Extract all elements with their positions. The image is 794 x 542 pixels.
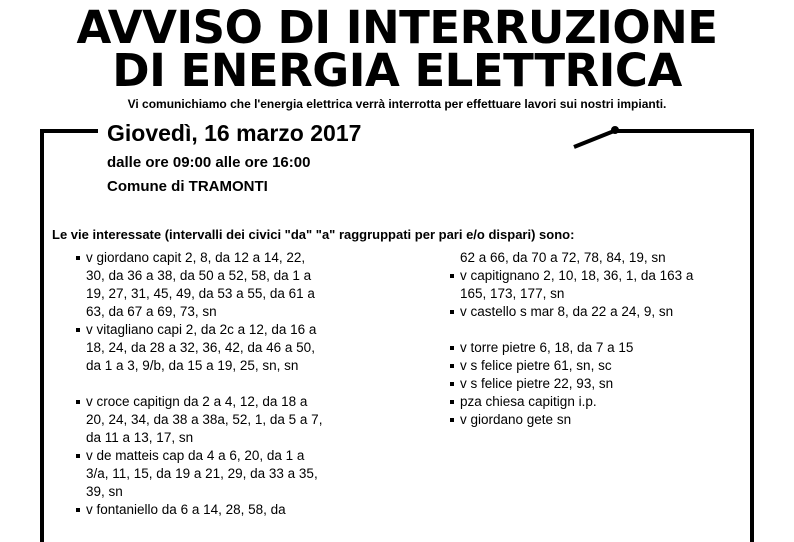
bullet-icon <box>450 400 454 404</box>
street-list-line: v capitignano 2, 10, 18, 36, 1, da 163 a <box>460 268 694 283</box>
bullet-icon <box>450 418 454 422</box>
street-list-line: v torre pietre 6, 18, da 7 a 15 <box>460 340 634 355</box>
street-list-line: 20, 24, 34, da 38 a 38a, 52, 1, da 5 a 7, <box>86 412 323 427</box>
outage-municipality: Comune di TRAMONTI <box>107 178 268 195</box>
street-list-item <box>76 501 376 519</box>
bullet-icon <box>450 310 454 314</box>
list-spacer <box>76 375 376 393</box>
street-list-line: 30, da 36 a 38, da 50 a 52, 58, da 1 a <box>86 268 312 283</box>
street-list-item <box>450 303 750 321</box>
needle-line <box>574 131 614 147</box>
bullet-icon <box>450 346 454 350</box>
street-list-line: pza chiesa capitign i.p. <box>460 394 597 409</box>
street-list-item <box>450 375 750 393</box>
notice-title-line-1: AVVISO DI INTERRUZIONE <box>76 1 718 54</box>
street-list-line: v giordano gete sn <box>460 412 572 427</box>
street-list-item <box>76 393 376 447</box>
street-list-line: v giordano capit 2, 8, da 12 a 14, 22, <box>86 250 306 265</box>
streets-column-right <box>450 249 750 429</box>
street-list-item <box>450 393 750 411</box>
street-list-line: 39, sn <box>86 484 123 499</box>
notice-title-line-2: DI ENERGIA ELETTRICA <box>112 44 682 97</box>
bullet-icon <box>76 454 80 458</box>
streets-column-left <box>76 249 376 519</box>
street-list-line: 165, 173, 177, sn <box>460 286 565 301</box>
list-spacer <box>450 321 750 339</box>
street-list-line: v croce capitign da 2 a 4, 12, da 18 a <box>86 394 308 409</box>
needle-knob <box>611 126 619 134</box>
bullet-icon <box>450 364 454 368</box>
street-list-line: da 11 a 13, 17, sn <box>86 430 194 445</box>
bullet-icon <box>76 400 80 404</box>
street-list-item <box>450 357 750 375</box>
street-list-line: v s felice pietre 61, sn, sc <box>460 358 612 373</box>
street-list-line: da 1 a 3, 9/b, da 15 a 19, 25, sn, sn <box>86 358 299 373</box>
street-list-line: 3/a, 11, 15, da 19 a 21, 29, da 33 a 35, <box>86 466 318 481</box>
street-list-item <box>450 339 750 357</box>
street-list-item <box>450 267 750 303</box>
street-list-line: v fontaniello da 6 a 14, 28, 58, da <box>86 502 286 517</box>
outage-date: Giovedì, 16 marzo 2017 <box>107 120 362 146</box>
street-list-line: v de matteis cap da 4 a 6, 20, da 1 a <box>86 448 305 463</box>
bullet-icon <box>76 256 80 260</box>
bullet-icon <box>76 328 80 332</box>
notice-subtitle: Vi comunichiamo che l'energia elettrica verrà interrotta per effettuare lavori sui nostri impianti. <box>127 97 667 111</box>
street-list-line: 63, da 67 a 69, 73, sn <box>86 304 217 319</box>
street-list-line: 18, 24, da 28 a 32, 36, 42, da 46 a 50, <box>86 340 315 355</box>
street-list-line: v castello s mar 8, da 22 a 24, 9, sn <box>460 304 674 319</box>
affected-streets-intro: Le vie interessate (intervalli dei civici "da" "a" raggruppati per pari e/o dispari) sono: <box>52 227 575 242</box>
street-list-item <box>450 411 750 429</box>
bullet-icon <box>450 274 454 278</box>
street-list-item <box>76 321 376 375</box>
street-list-line: v s felice pietre 22, 93, sn <box>460 376 614 391</box>
street-list-item <box>76 447 376 501</box>
street-list-line: v vitagliano capi 2, da 2c a 12, da 16 a <box>86 322 317 337</box>
bullet-icon <box>450 382 454 386</box>
bullet-icon <box>76 508 80 512</box>
street-continuation-line: 62 a 66, da 70 a 72, 78, 84, 19, sn <box>460 250 666 265</box>
street-list-item <box>76 249 376 321</box>
street-list-line: 19, 27, 31, 45, 49, da 53 a 55, da 61 a <box>86 286 315 301</box>
outage-hours: dalle ore 09:00 alle ore 16:00 <box>107 154 311 171</box>
